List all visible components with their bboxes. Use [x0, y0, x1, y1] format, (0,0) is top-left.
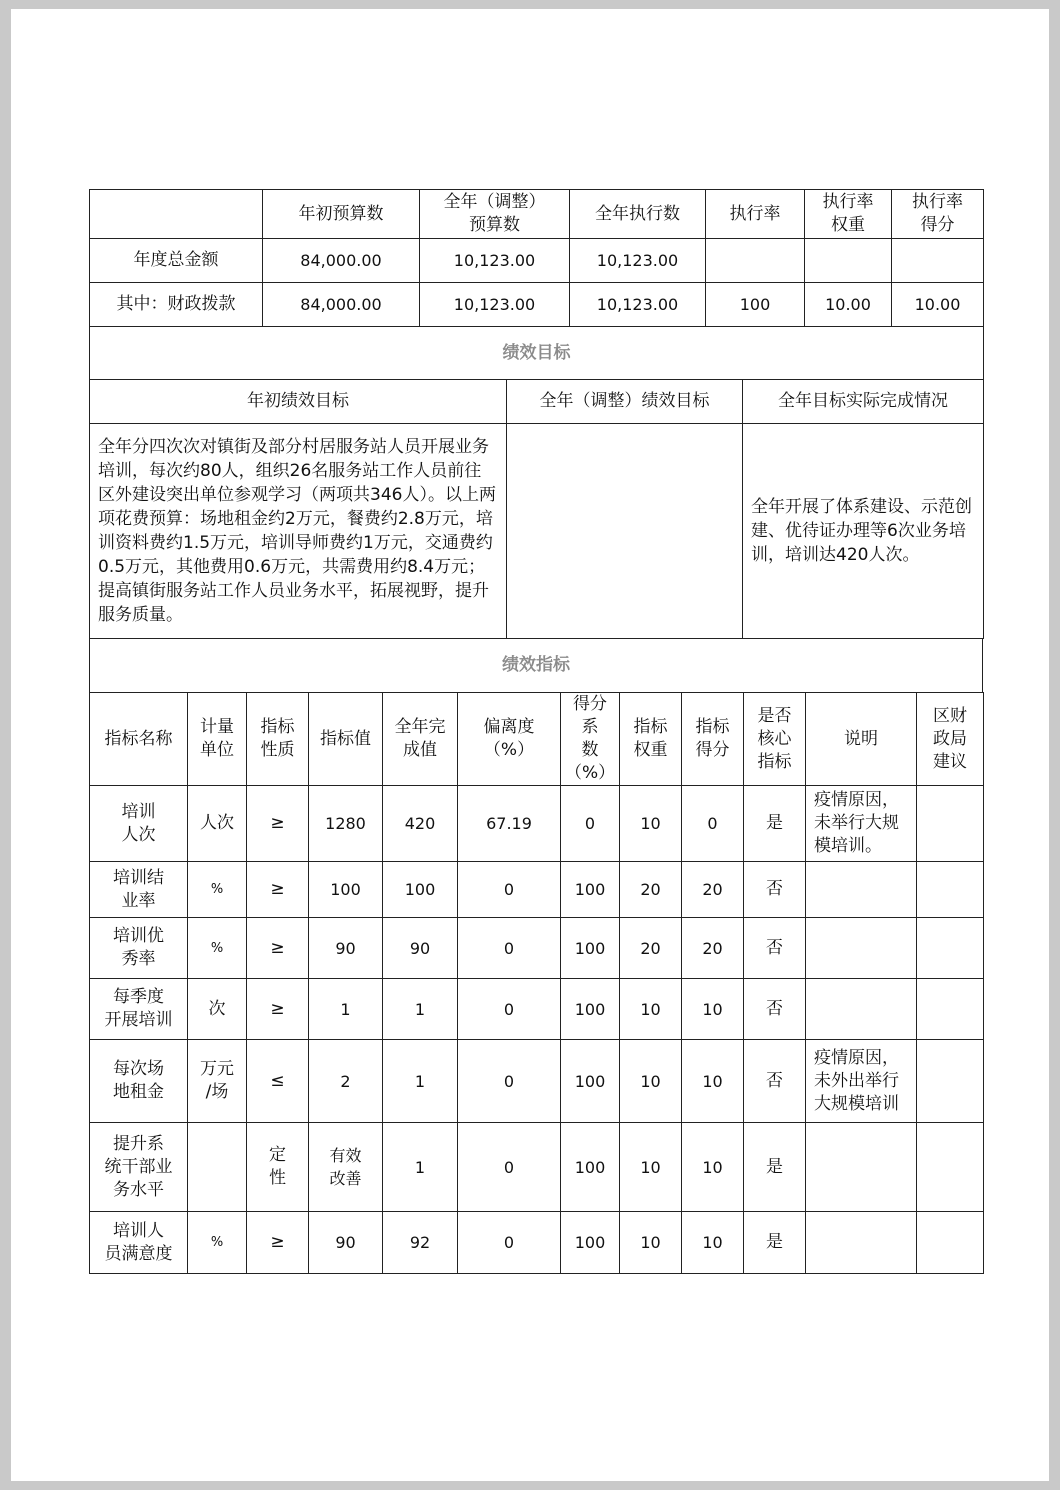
ind-coef-cell: 100 — [561, 862, 620, 918]
ind-deviation-cell: 67.19 — [458, 786, 561, 862]
ind-advice-cell — [917, 1123, 984, 1212]
ind-coef-cell: 100 — [561, 1212, 620, 1274]
ind-core-cell: 是 — [744, 1212, 806, 1274]
ind-advice-cell — [917, 786, 984, 862]
ind-header-name: 指标名称 — [90, 693, 188, 786]
budget-row-score: 10.00 — [892, 283, 984, 327]
goals-header-actual: 全年目标实际完成情况 — [743, 380, 984, 424]
ind-note-cell — [806, 1212, 917, 1274]
ind-weight-cell: 10 — [620, 1212, 682, 1274]
ind-header-deviation: 偏离度 （%） — [458, 693, 561, 786]
ind-weight-cell: 20 — [620, 918, 682, 979]
budget-row-initial: 84,000.00 — [263, 239, 420, 283]
indicators-body — [90, 786, 984, 1274]
budget-header-row — [90, 190, 984, 239]
ind-note-cell — [806, 1123, 917, 1212]
ind-advice-cell — [917, 918, 984, 979]
ind-deviation-cell: 0 — [458, 1123, 561, 1212]
ind-completed-cell: 1 — [383, 1040, 458, 1123]
indicator-row — [90, 1212, 984, 1274]
indicator-row — [90, 786, 984, 862]
ind-note-cell: 疫情原因，未外出举行大规模培训 — [806, 1040, 917, 1123]
ind-nature-cell: ≥ — [247, 979, 309, 1040]
goals-section-title: 绩效目标 — [90, 327, 984, 380]
ind-note-cell — [806, 862, 917, 918]
budget-header-blank — [90, 190, 263, 239]
budget-header-score: 执行率 得分 — [892, 190, 984, 239]
goals-initial-text: 全年分四次次对镇街及部分村居服务站人员开展业务培训，每次约80人，组织26名服务站工作人员前往区外建设突出单位参观学习（两项共346人）。以上两项花费预算：场地租金约2万元，餐费约2.8万元，培训资料费约1.5万元，培训导师费约1万元，交通费约0.5万元，其他费用0.6万元，共需费用约8.4万元；提高镇街服务站工作人员业务水平，拓展视野，提升服务质量。 — [90, 424, 507, 639]
budget-row-adjusted: 10,123.00 — [420, 283, 570, 327]
budget-row-initial: 84,000.00 — [263, 283, 420, 327]
ind-unit-cell — [188, 1123, 247, 1212]
ind-score-cell: 20 — [682, 918, 744, 979]
ind-target-cell: 100 — [309, 862, 383, 918]
ind-weight-cell: 10 — [620, 1040, 682, 1123]
ind-completed-cell: 1 — [383, 1123, 458, 1212]
goals-header-row — [90, 380, 984, 424]
goals-table — [89, 326, 984, 639]
ind-target-cell: 1280 — [309, 786, 383, 862]
ind-header-core: 是否 核心 指标 — [744, 693, 806, 786]
ind-header-coef: 得分系 数 （%） — [561, 693, 620, 786]
ind-name-cell: 培训结 业率 — [90, 862, 188, 918]
ind-weight-cell: 10 — [620, 786, 682, 862]
ind-core-cell: 是 — [744, 786, 806, 862]
ind-target-cell: 90 — [309, 918, 383, 979]
ind-name-cell: 每次场 地租金 — [90, 1040, 188, 1123]
ind-deviation-cell: 0 — [458, 918, 561, 979]
ind-name-cell: 培训优 秀率 — [90, 918, 188, 979]
ind-name-cell: 提升系 统干部业 务水平 — [90, 1123, 188, 1212]
budget-row-rate — [706, 239, 805, 283]
ind-header-note: 说明 — [806, 693, 917, 786]
budget-header-initial: 年初预算数 — [263, 190, 420, 239]
ind-name-cell: 培训 人次 — [90, 786, 188, 862]
ind-score-cell: 10 — [682, 979, 744, 1040]
ind-core-cell: 否 — [744, 918, 806, 979]
budget-row-score — [892, 239, 984, 283]
ind-score-cell: 10 — [682, 1123, 744, 1212]
budget-row-weight — [805, 239, 892, 283]
ind-deviation-cell: 0 — [458, 1212, 561, 1274]
ind-header-advice: 区财 政局 建议 — [917, 693, 984, 786]
ind-completed-cell: 1 — [383, 979, 458, 1040]
ind-advice-cell — [917, 979, 984, 1040]
indicators-table — [89, 692, 984, 1274]
budget-header-adjusted: 全年（调整） 预算数 — [420, 190, 570, 239]
ind-note-cell — [806, 979, 917, 1040]
ind-coef-cell: 0 — [561, 786, 620, 862]
ind-deviation-cell: 0 — [458, 1040, 561, 1123]
budget-header-weight: 执行率 权重 — [805, 190, 892, 239]
ind-note-cell: 疫情原因，未举行大规模培训。 — [806, 786, 917, 862]
ind-header-target: 指标值 — [309, 693, 383, 786]
ind-nature-cell: ≥ — [247, 918, 309, 979]
budget-header-executed: 全年执行数 — [570, 190, 706, 239]
ind-core-cell: 否 — [744, 979, 806, 1040]
goals-header-initial: 年初绩效目标 — [90, 380, 507, 424]
indicator-row — [90, 918, 984, 979]
ind-unit-cell: % — [188, 1212, 247, 1274]
ind-target-cell: 2 — [309, 1040, 383, 1123]
ind-note-cell — [806, 918, 917, 979]
ind-deviation-cell: 0 — [458, 862, 561, 918]
indicator-row — [90, 1040, 984, 1123]
budget-row-weight: 10.00 — [805, 283, 892, 327]
ind-advice-cell — [917, 1040, 984, 1123]
ind-unit-cell: % — [188, 862, 247, 918]
ind-nature-cell: 定 性 — [247, 1123, 309, 1212]
ind-weight-cell: 10 — [620, 1123, 682, 1212]
ind-header-nature: 指标 性质 — [247, 693, 309, 786]
ind-weight-cell: 20 — [620, 862, 682, 918]
ind-deviation-cell: 0 — [458, 979, 561, 1040]
ind-unit-cell: 万元 /场 — [188, 1040, 247, 1123]
goals-section-row — [90, 327, 984, 380]
ind-header-score: 指标 得分 — [682, 693, 744, 786]
ind-advice-cell — [917, 862, 984, 918]
indicators-section-table — [89, 638, 983, 693]
ind-unit-cell: 次 — [188, 979, 247, 1040]
ind-name-cell: 培训人 员满意度 — [90, 1212, 188, 1274]
budget-row-executed: 10,123.00 — [570, 283, 706, 327]
ind-completed-cell: 420 — [383, 786, 458, 862]
goals-adjusted-text — [507, 424, 743, 639]
ind-coef-cell: 100 — [561, 1123, 620, 1212]
document-page — [11, 9, 1049, 1481]
ind-coef-cell: 100 — [561, 979, 620, 1040]
ind-target-cell: 有效 改善 — [309, 1123, 383, 1212]
ind-header-completed: 全年完 成值 — [383, 693, 458, 786]
budget-row-adjusted: 10,123.00 — [420, 239, 570, 283]
goals-actual-text: 全年开展了体系建设、示范创建、优待证办理等6次业务培训，培训达420人次。 — [743, 424, 984, 639]
ind-nature-cell: ≥ — [247, 786, 309, 862]
ind-completed-cell: 90 — [383, 918, 458, 979]
ind-header-weight: 指标 权重 — [620, 693, 682, 786]
ind-score-cell: 10 — [682, 1212, 744, 1274]
indicator-row — [90, 1123, 984, 1212]
goals-header-adjusted: 全年（调整）绩效目标 — [507, 380, 743, 424]
ind-header-unit: 计量 单位 — [188, 693, 247, 786]
ind-nature-cell: ≥ — [247, 1212, 309, 1274]
budget-row-rate: 100 — [706, 283, 805, 327]
ind-coef-cell: 100 — [561, 1040, 620, 1123]
indicators-section-row — [90, 639, 983, 693]
indicators-section-title: 绩效指标 — [90, 639, 983, 693]
ind-completed-cell: 92 — [383, 1212, 458, 1274]
budget-row-label: 年度总金额 — [90, 239, 263, 283]
ind-name-cell: 每季度 开展培训 — [90, 979, 188, 1040]
budget-row-executed: 10,123.00 — [570, 239, 706, 283]
ind-score-cell: 0 — [682, 786, 744, 862]
ind-nature-cell: ≥ — [247, 862, 309, 918]
ind-core-cell: 是 — [744, 1123, 806, 1212]
ind-unit-cell: % — [188, 918, 247, 979]
ind-target-cell: 1 — [309, 979, 383, 1040]
indicator-row — [90, 979, 984, 1040]
goals-content-row — [90, 424, 984, 639]
budget-row — [90, 283, 984, 327]
budget-header-rate: 执行率 — [706, 190, 805, 239]
ind-unit-cell: 人次 — [188, 786, 247, 862]
budget-row — [90, 239, 984, 283]
budget-row-label: 其中：财政拨款 — [90, 283, 263, 327]
budget-table — [89, 189, 984, 327]
ind-nature-cell: ≤ — [247, 1040, 309, 1123]
ind-score-cell: 20 — [682, 862, 744, 918]
ind-score-cell: 10 — [682, 1040, 744, 1123]
ind-target-cell: 90 — [309, 1212, 383, 1274]
ind-core-cell: 否 — [744, 1040, 806, 1123]
indicators-header-row — [90, 693, 984, 786]
ind-weight-cell: 10 — [620, 979, 682, 1040]
ind-core-cell: 否 — [744, 862, 806, 918]
ind-coef-cell: 100 — [561, 918, 620, 979]
ind-completed-cell: 100 — [383, 862, 458, 918]
indicator-row — [90, 862, 984, 918]
ind-advice-cell — [917, 1212, 984, 1274]
